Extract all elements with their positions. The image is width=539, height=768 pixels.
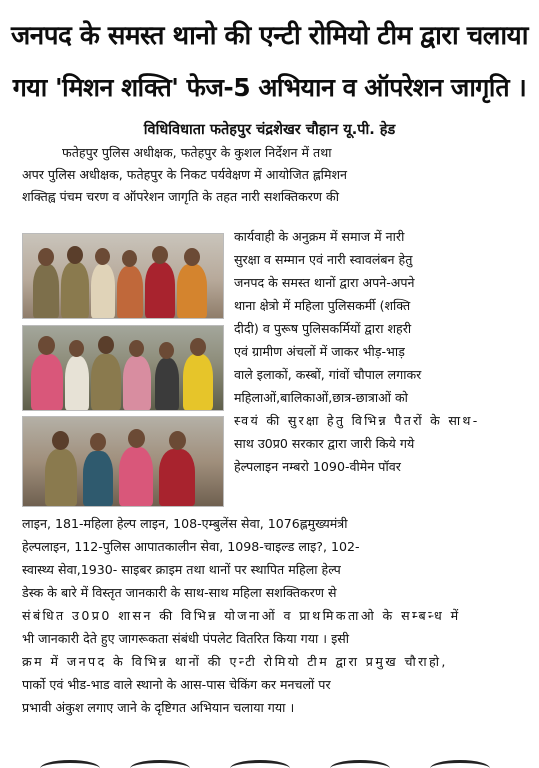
body-line-9: एवं ग्रामीण अंचलों में जाकर भीड़-भाड़ <box>234 344 405 359</box>
body-line-11: महिलाओं,बालिकाओं,छात्र-छात्राओं को <box>234 390 408 405</box>
body-line-12: स्वयं की सुरक्षा हेतु विभिन्न पैतरों के साथ- <box>234 413 480 428</box>
body-line-10: वाले इलाकों, कस्बों, गांवों चौपाल लगाकर <box>234 367 422 382</box>
group-photo-police-women-outdoor <box>22 325 224 411</box>
body-line-1: फतेहपुर पुलिस अधीक्षक, फतेहपुर के कुशल निर्देशन में तथा <box>62 145 332 160</box>
body-line-20: भी जानकारी देते हुए जागरूकता संबंधी पंपलेट वितरित किया गया । इसी <box>22 631 350 646</box>
body-line-14: हेल्पलाइन नम्बरो 1090-वीमेन पॉवर <box>234 459 401 474</box>
body-line-15: लाइन, 181-महिला हेल्प लाइन, 108-एम्बुलेंस सेवा, 1076ह्लमुख्यमंत्री <box>22 516 348 531</box>
body-line-21: क्रम में जनपद के विभिन्न थानों की एन्टी रोमियो टीम द्वारा प्रमुख चौराहो, <box>22 654 448 669</box>
group-photo-police-women-street <box>22 233 224 319</box>
body-line-3: शक्तिह्व पंचम चरण व ऑपरेशन जागृति के तहत नारी सशक्तिकरण की <box>22 189 339 204</box>
group-photo-police-women-roadside <box>22 416 224 507</box>
headline-line-2: गया 'मिशन शक्ति' फेज-5 अभियान व ऑपरेशन जागृति । <box>12 73 527 102</box>
body-line-23: प्रभावी अंकुश लगाए जाने के दृष्टिगत अभियान चलाया गया । <box>22 700 295 715</box>
body-line-5: सुरक्षा व सम्मान एवं नारी स्वावलंबन हेतु <box>234 252 413 267</box>
body-line-18: डेस्क के बारे में विस्तृत जानकारी के साथ-साथ महिला सशक्तिकरण से <box>22 585 337 600</box>
body-line-16: हेल्पलाइन, 112-पुलिस आपातकालीन सेवा, 1098-चाइल्ड लाइ?, 102- <box>22 539 360 554</box>
body-line-7: थाना क्षेत्रो में महिला पुलिसकर्मी (शक्ति <box>234 298 411 313</box>
body-line-19: संबंधित उ0प्र0 शासन की विभिन्न योजनाओं व प्राथमिकताओ के सम्बन्ध में <box>22 608 461 623</box>
body-line-2: अपर पुलिस अधीक्षक, फतेहपुर के निकट पर्यवेक्षण में आयोजित ह्लमिशन <box>22 167 348 182</box>
body-line-6: जनपद के समस्त थानों द्वारा अपने-अपने <box>234 275 415 290</box>
body-line-4: कार्यवाही के अनुक्रम में समाज में नारी <box>234 229 405 244</box>
body-line-13: साथ उ0प्र0 सरकार द्वारा जारी किये गये <box>234 436 415 451</box>
next-article-edge <box>0 756 539 768</box>
headline-line-1: जनपद के समस्त थानो की एन्टी रोमियो टीम द्वारा चलाया <box>11 21 528 51</box>
body-line-22: पार्को एवं भीड-भाड वाले स्थानो के आस-पास चेकिंग कर मनचलों पर <box>22 677 331 692</box>
byline: विधिविधाता फतेहपुर चंद्रशेखर चौहान यू.पी. हेड <box>143 122 396 138</box>
body-line-17: स्वास्थ्य सेवा,1930- साइबर क्राइम तथा थानों पर स्थापित महिला हेल्प <box>22 562 341 577</box>
body-line-8: दीदी) व पुरूष पुलिसकर्मियों द्वारा शहरी <box>234 321 412 336</box>
